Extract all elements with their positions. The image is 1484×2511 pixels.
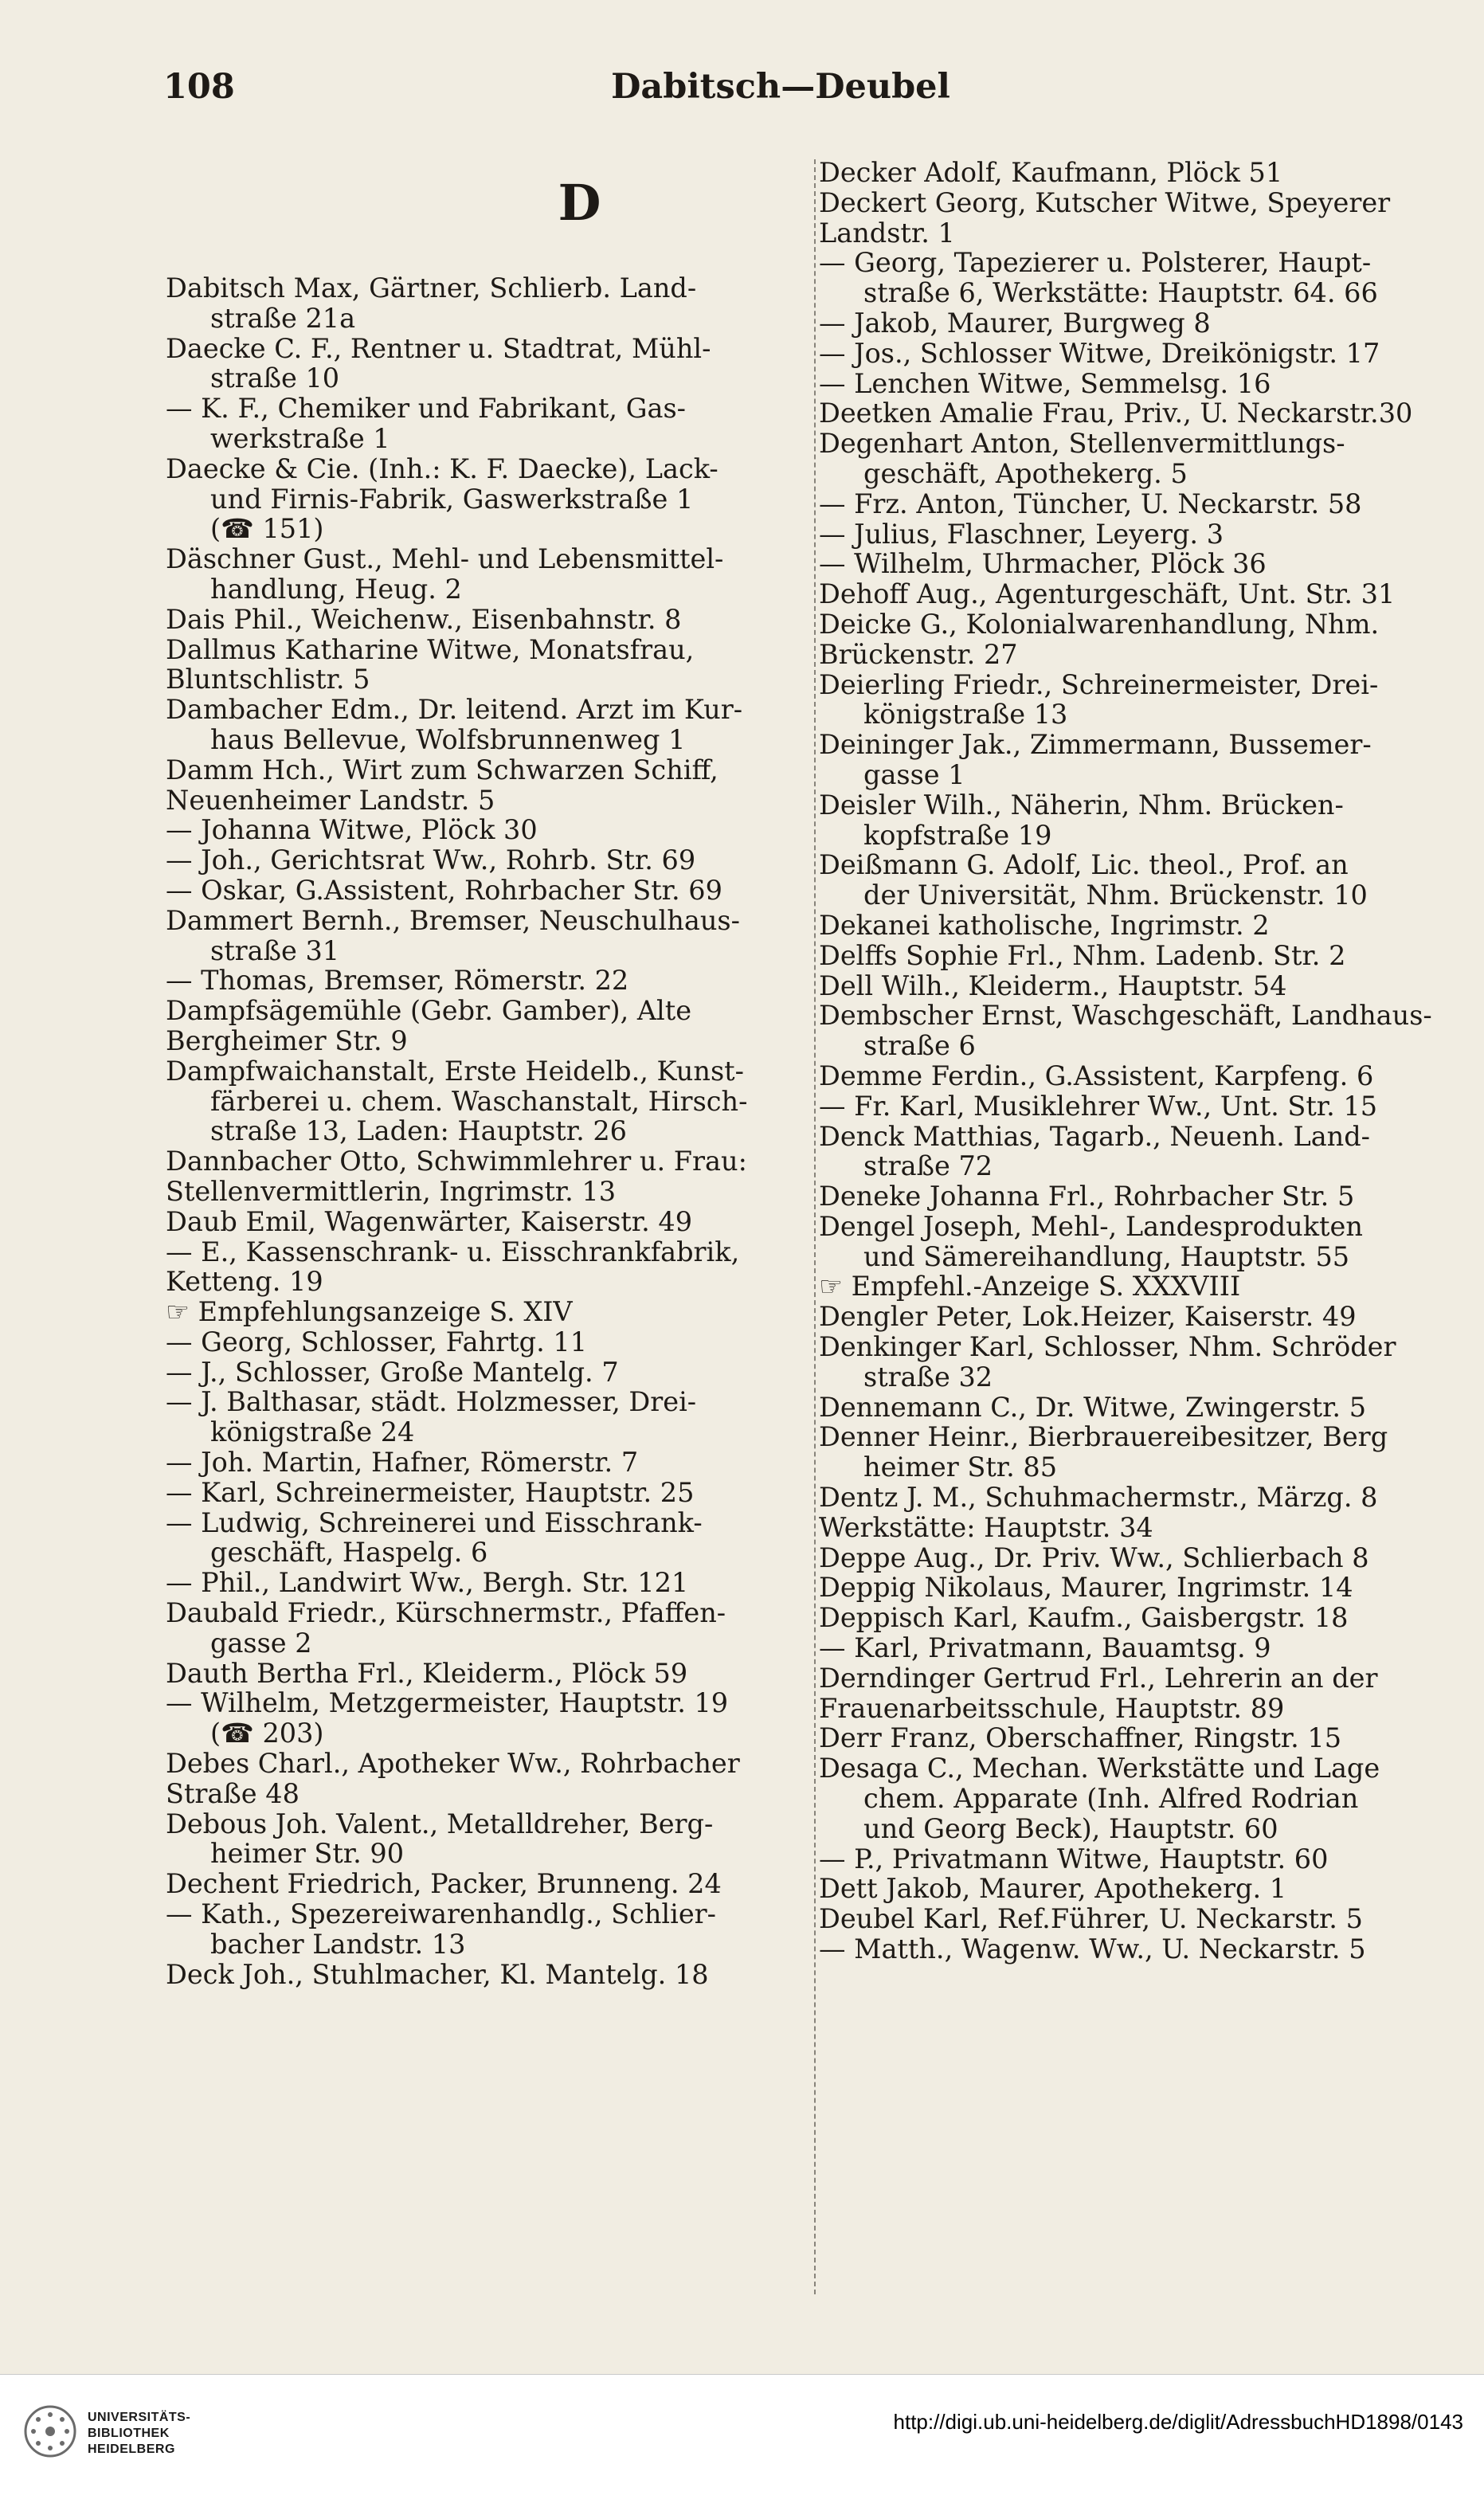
entry-continuation: straße 31 (210, 934, 340, 966)
directory-entry: Ketteng. 19 (166, 1266, 323, 1298)
entry-continuation: geschäft, Apothekerg. 5 (863, 457, 1188, 489)
entry-continuation: gasse 1 (863, 758, 965, 790)
directory-entry: — Georg, Tapezierer u. Polsterer, Haupt- (819, 247, 1372, 279)
directory-entry: — Jos., Schlosser Witwe, Dreikönigstr. 17 (819, 337, 1380, 369)
directory-entry: — Matth., Wagenw. Ww., U. Neckarstr. 5 (819, 1933, 1366, 1965)
directory-entry: Dennemann C., Dr. Witwe, Zwingerstr. 5 (819, 1391, 1367, 1423)
directory-entry: Deierling Friedr., Schreinermeister, Drei- (819, 668, 1379, 700)
institution-line-2: BIBLIOTHEK (88, 2427, 170, 2440)
directory-entry: Deneke Johanna Frl., Rohrbacher Str. 5 (819, 1181, 1355, 1212)
directory-entry: Däschner Gust., Mehl- und Lebensmittel- (166, 543, 724, 575)
directory-entry: Dekanei katholische, Ingrimstr. 2 (819, 909, 1270, 941)
directory-entry: Dais Phil., Weichenw., Eisenbahnstr. 8 (166, 603, 682, 635)
directory-entry: Frauenarbeitsschule, Hauptstr. 89 (819, 1692, 1285, 1724)
directory-entry: Deck Joh., Stuhlmacher, Kl. Mantelg. 18 (166, 1958, 709, 1990)
directory-entry: Daubald Friedr., Kürschnermstr., Pfaffen- (166, 1597, 726, 1629)
directory-entry: Daecke & Cie. (Inh.: K. F. Daecke), Lack- (166, 452, 719, 484)
directory-entry: Dengler Peter, Lok.Heizer, Kaiserstr. 49 (819, 1301, 1357, 1333)
directory-entry: Denner Heinr., Bierbrauereibesitzer, Berg (819, 1421, 1388, 1453)
page-number: 108 (163, 67, 235, 107)
directory-entry: Decker Adolf, Kaufmann, Plöck 51 (819, 157, 1283, 188)
directory-entry: Denkinger Karl, Schlosser, Nhm. Schröder (819, 1331, 1396, 1363)
directory-entry: — Thomas, Bremser, Römerstr. 22 (166, 965, 629, 997)
entry-continuation: kopfstraße 19 (863, 819, 1052, 851)
directory-entry: ☞ Empfehl.-Anzeige S. XXXVIII (819, 1271, 1241, 1303)
directory-entry: Bergheimer Str. 9 (166, 1024, 408, 1056)
directory-entry: Dampfwaichanstalt, Erste Heidelb., Kunst- (166, 1055, 744, 1087)
directory-entry: — J. Balthasar, städt. Holzmesser, Drei- (166, 1386, 697, 1418)
section-letter: D (558, 174, 601, 232)
library-logo-icon (22, 2403, 78, 2459)
directory-entry: — Karl, Privatmann, Bauamtsg. 9 (819, 1632, 1271, 1664)
column-divider (814, 159, 818, 2294)
directory-entry: Brückenstr. 27 (819, 638, 1018, 670)
institution-name (88, 2410, 190, 2458)
entry-continuation: straße 10 (210, 362, 340, 394)
directory-entry: Damm Hch., Wirt zum Schwarzen Schiff, (166, 754, 719, 785)
entry-continuation: straße 21a (210, 302, 356, 334)
directory-entry: Derndinger Gertrud Frl., Lehrerin an der (819, 1662, 1378, 1694)
directory-entry: Dambacher Edm., Dr. leitend. Arzt im Kur- (166, 694, 743, 726)
directory-entry: — Phil., Landwirt Ww., Bergh. Str. 121 (166, 1567, 689, 1599)
institution-line-1: UNIVERSITÄTS- (88, 2411, 191, 2424)
directory-entry: Deicke G., Kolonialwarenhandlung, Nhm. (819, 608, 1380, 640)
directory-entry: ☞ Empfehlungsanzeige S. XIV (166, 1296, 573, 1328)
directory-entry: Deppisch Karl, Kaufm., Gaisbergstr. 18 (819, 1602, 1349, 1634)
directory-entry: — Ludwig, Schreinerei und Eisschrank- (166, 1506, 703, 1538)
directory-entry: Deppig Nikolaus, Maurer, Ingrimstr. 14 (819, 1572, 1353, 1604)
entry-continuation: straße 6 (863, 1030, 976, 1062)
entry-continuation: straße 6, Werkstätte: Hauptstr. 64. 66 (863, 277, 1378, 309)
directory-entry: — Wilhelm, Metzgermeister, Hauptstr. 19 (166, 1687, 729, 1719)
entry-continuation: straße 32 (863, 1361, 993, 1393)
entry-continuation: der Universität, Nhm. Brückenstr. 10 (863, 879, 1368, 911)
directory-entry: Deisler Wilh., Näherin, Nhm. Brücken- (819, 789, 1344, 821)
directory-entry: Dechent Friedrich, Packer, Brunneng. 24 (166, 1868, 722, 1900)
directory-entry: — Fr. Karl, Musiklehrer Ww., Unt. Str. 15 (819, 1090, 1378, 1122)
directory-entry: — Joh. Martin, Hafner, Römerstr. 7 (166, 1447, 639, 1479)
directory-entry: Dauth Bertha Frl., Kleiderm., Plöck 59 (166, 1657, 688, 1689)
directory-entry: — Frz. Anton, Tüncher, U. Neckarstr. 58 (819, 488, 1362, 519)
directory-entry: Debes Charl., Apotheker Ww., Rohrbacher (166, 1748, 740, 1780)
entry-continuation: und Firnis-Fabrik, Gaswerkstraße 1 (210, 483, 694, 515)
directory-entry: Daecke C. F., Rentner u. Stadtrat, Mühl- (166, 332, 711, 364)
entry-continuation: färberei u. chem. Waschanstalt, Hirsch- (210, 1085, 748, 1117)
entry-continuation: heimer Str. 90 (210, 1838, 405, 1870)
directory-entry: Debous Joh. Valent., Metalldreher, Berg- (166, 1808, 714, 1839)
directory-entry: Demme Ferdin., G.Assistent, Karpfeng. 6 (819, 1060, 1374, 1091)
left-column (166, 273, 803, 1989)
directory-entry: Bluntschlistr. 5 (166, 664, 370, 695)
directory-entry: Desaga C., Mechan. Werkstätte und Lage (819, 1753, 1380, 1784)
directory-entry: Dembscher Ernst, Waschgeschäft, Landhaus- (819, 1000, 1432, 1032)
entry-continuation: chem. Apparate (Inh. Alfred Rodrian (863, 1783, 1359, 1815)
directory-entry: — Karl, Schreinermeister, Hauptstr. 25 (166, 1476, 695, 1508)
entry-continuation: straße 13, Laden: Hauptstr. 26 (210, 1115, 627, 1147)
directory-entry: Dampfsägemühle (Gebr. Gamber), Alte (166, 995, 692, 1027)
source-url[interactable]: http://digi.ub.uni-heidelberg.de/diglit/AdressbuchHD1898/0143 (893, 2410, 1463, 2434)
directory-entry: Stellenvermittlerin, Ingrimstr. 13 (166, 1175, 617, 1207)
directory-entry: — Johanna Witwe, Plöck 30 (166, 814, 538, 846)
directory-entry: — Julius, Flaschner, Leyerg. 3 (819, 518, 1224, 550)
directory-entry: — K. F., Chemiker und Fabrikant, Gas- (166, 393, 686, 425)
directory-entry: Landstr. 1 (819, 217, 955, 249)
institution-line-3: HEIDELBERG (88, 2442, 175, 2456)
entry-continuation: gasse 2 (210, 1627, 312, 1659)
entry-continuation: königstraße 13 (863, 699, 1068, 731)
entry-continuation: (☎ 203) (210, 1718, 324, 1749)
directory-entry: — J., Schlosser, Große Mantelg. 7 (166, 1356, 619, 1388)
directory-entry: Dengel Joseph, Mehl-, Landesprodukten (819, 1210, 1363, 1242)
entry-continuation: bacher Landstr. 13 (210, 1928, 466, 1960)
directory-entry: Deppe Aug., Dr. Priv. Ww., Schlierbach 8 (819, 1541, 1369, 1573)
directory-entry: Dannbacher Otto, Schwimmlehrer u. Frau: (166, 1146, 747, 1177)
directory-entry: Neuenheimer Landstr. 5 (166, 784, 495, 816)
entry-continuation: und Sämereihandlung, Hauptstr. 55 (863, 1240, 1350, 1272)
entry-continuation: handlung, Heug. 2 (210, 573, 462, 605)
directory-entry: Deißmann G. Adolf, Lic. theol., Prof. an (819, 849, 1349, 881)
directory-entry: — Georg, Schlosser, Fahrtg. 11 (166, 1326, 588, 1357)
directory-entry: Deubel Karl, Ref.Führer, U. Neckarstr. 5 (819, 1903, 1363, 1935)
directory-entry: Dabitsch Max, Gärtner, Schlierb. Land- (166, 272, 697, 304)
directory-entry: — Lenchen Witwe, Semmelsg. 16 (819, 367, 1271, 399)
directory-entry: Werkstätte: Hauptstr. 34 (819, 1511, 1153, 1543)
directory-entry: — Jakob, Maurer, Burgweg 8 (819, 307, 1211, 339)
directory-entry: Derr Franz, Oberschaffner, Ringstr. 15 (819, 1722, 1342, 1754)
entry-continuation: werkstraße 1 (210, 422, 390, 454)
entry-continuation: geschäft, Haspelg. 6 (210, 1537, 488, 1569)
directory-entry: Dett Jakob, Maurer, Apothekerg. 1 (819, 1873, 1287, 1905)
directory-entry: — Wilhelm, Uhrmacher, Plöck 36 (819, 548, 1267, 580)
right-column (819, 158, 1464, 1965)
entry-continuation: straße 72 (863, 1150, 993, 1182)
entry-continuation: (☎ 151) (210, 513, 324, 545)
directory-entry: Dammert Bernh., Bremser, Neuschulhaus- (166, 904, 740, 936)
directory-entry: Delffs Sophie Frl., Nhm. Ladenb. Str. 2 (819, 939, 1346, 971)
directory-entry: Dehoff Aug., Agenturgeschäft, Unt. Str. 31 (819, 578, 1396, 610)
directory-entry: Deckert Georg, Kutscher Witwe, Speyerer (819, 186, 1391, 218)
directory-entry: — E., Kassenschrank- u. Eisschrankfabrik, (166, 1236, 740, 1267)
directory-entry: — Joh., Gerichtsrat Ww., Rohrb. Str. 69 (166, 844, 696, 876)
directory-entry: — Kath., Spezereiwarenhandlg., Schlier- (166, 1898, 716, 1930)
directory-entry: Denck Matthias, Tagarb., Neuenh. Land- (819, 1120, 1371, 1152)
directory-entry: Dell Wilh., Kleiderm., Hauptstr. 54 (819, 970, 1287, 1001)
running-head: Dabitsch—Deubel (611, 67, 950, 107)
footer (0, 2374, 1484, 2511)
entry-continuation: heimer Str. 85 (863, 1451, 1058, 1483)
directory-entry: Dentz J. M., Schuhmachermstr., Märzg. 8 (819, 1482, 1378, 1514)
directory-entry: Degenhart Anton, Stellenvermittlungs- (819, 428, 1345, 460)
directory-entry: — P., Privatmann Witwe, Hauptstr. 60 (819, 1843, 1329, 1874)
directory-entry: Straße 48 (166, 1777, 300, 1809)
directory-entry: Deininger Jak., Zimmermann, Bussemer- (819, 729, 1372, 761)
entry-continuation: haus Bellevue, Wolfsbrunnenweg 1 (210, 723, 686, 755)
entry-continuation: königstraße 24 (210, 1416, 415, 1448)
entry-continuation: und Georg Beck), Hauptstr. 60 (863, 1812, 1278, 1844)
directory-entry: Deetken Amalie Frau, Priv., U. Neckarstr.30 (819, 398, 1413, 429)
directory-entry: Daub Emil, Wagenwärter, Kaiserstr. 49 (166, 1205, 693, 1237)
directory-entry: Dallmus Katharine Witwe, Monatsfrau, (166, 633, 695, 665)
directory-entry: — Oskar, G.Assistent, Rohrbacher Str. 69 (166, 874, 722, 906)
